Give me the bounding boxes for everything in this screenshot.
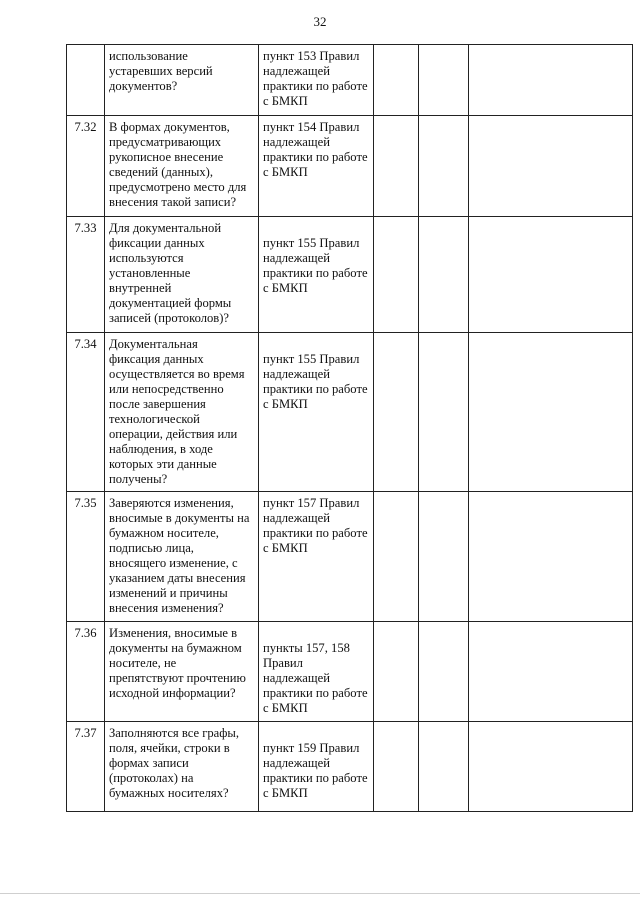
row-number: 7.37 [67, 722, 105, 812]
page-bottom-rule [0, 893, 640, 894]
answer-yes-cell[interactable] [374, 217, 419, 333]
question-cell: Для документальной фиксации данных используются установленные внутренней документацией формы записей (протоколов)? [105, 217, 259, 333]
table-row [67, 722, 633, 812]
answer-yes-cell[interactable] [374, 116, 419, 217]
notes-cell[interactable] [469, 722, 633, 812]
row-number: 7.33 [67, 217, 105, 333]
answer-yes-cell[interactable] [374, 722, 419, 812]
reference-cell: пункт 155 Правил надлежащей практики по работе с БМКП [259, 333, 374, 492]
question-cell: Изменения, вносимые в документы на бумажном носителе, не препятствуют прочтению исходной информации? [105, 622, 259, 722]
table-row [67, 492, 633, 622]
row-number: 7.32 [67, 116, 105, 217]
question-cell: Заверяются изменения, вносимые в документы на бумажном носителе, подписью лица, вносящего изменение, с указанием даты внесения изменений и причины внесения изменения? [105, 492, 259, 622]
answer-no-cell[interactable] [419, 333, 469, 492]
notes-cell[interactable] [469, 333, 633, 492]
checklist-table [66, 44, 633, 812]
answer-no-cell[interactable] [419, 116, 469, 217]
answer-no-cell[interactable] [419, 217, 469, 333]
reference-cell: пункт 153 Правил надлежащей практики по работе с БМКП [259, 45, 374, 116]
answer-no-cell[interactable] [419, 45, 469, 116]
row-number: 7.35 [67, 492, 105, 622]
question-cell: Заполняются все графы, поля, ячейки, строки в формах записи (протоколах) на бумажных носителях? [105, 722, 259, 812]
reference-cell: пункт 155 Правил надлежащей практики по работе с БМКП [259, 217, 374, 333]
notes-cell[interactable] [469, 622, 633, 722]
page-number: 32 [313, 14, 327, 29]
row-number: 7.36 [67, 622, 105, 722]
notes-cell[interactable] [469, 116, 633, 217]
answer-no-cell[interactable] [419, 492, 469, 622]
question-cell: В формах документов, предусматривающих рукописное внесение сведений (данных), предусмотрено место для внесения такой записи? [105, 116, 259, 217]
reference-cell: пункты 157, 158 Правил надлежащей практики по работе с БМКП [259, 622, 374, 722]
table-row [67, 333, 633, 492]
table-row [67, 217, 633, 333]
question-cell: Документальная фиксация данных осуществляется во время или непосредственно после завершения технологической операции, действия или наблюдения, в ходе которых эти данные получены? [105, 333, 259, 492]
row-number [67, 45, 105, 116]
answer-yes-cell[interactable] [374, 622, 419, 722]
table-row [67, 622, 633, 722]
reference-cell: пункт 154 Правил надлежащей практики по работе с БМКП [259, 116, 374, 217]
notes-cell[interactable] [469, 217, 633, 333]
row-number: 7.34 [67, 333, 105, 492]
table-row [67, 45, 633, 116]
notes-cell[interactable] [469, 492, 633, 622]
answer-no-cell[interactable] [419, 622, 469, 722]
notes-cell[interactable] [469, 45, 633, 116]
answer-yes-cell[interactable] [374, 333, 419, 492]
answer-no-cell[interactable] [419, 722, 469, 812]
answer-yes-cell[interactable] [374, 492, 419, 622]
answer-yes-cell[interactable] [374, 45, 419, 116]
table-row [67, 116, 633, 217]
question-cell: использование устаревших версий документов? [105, 45, 259, 116]
reference-cell: пункт 157 Правил надлежащей практики по работе с БМКП [259, 492, 374, 622]
reference-cell: пункт 159 Правил надлежащей практики по работе с БМКП [259, 722, 374, 812]
